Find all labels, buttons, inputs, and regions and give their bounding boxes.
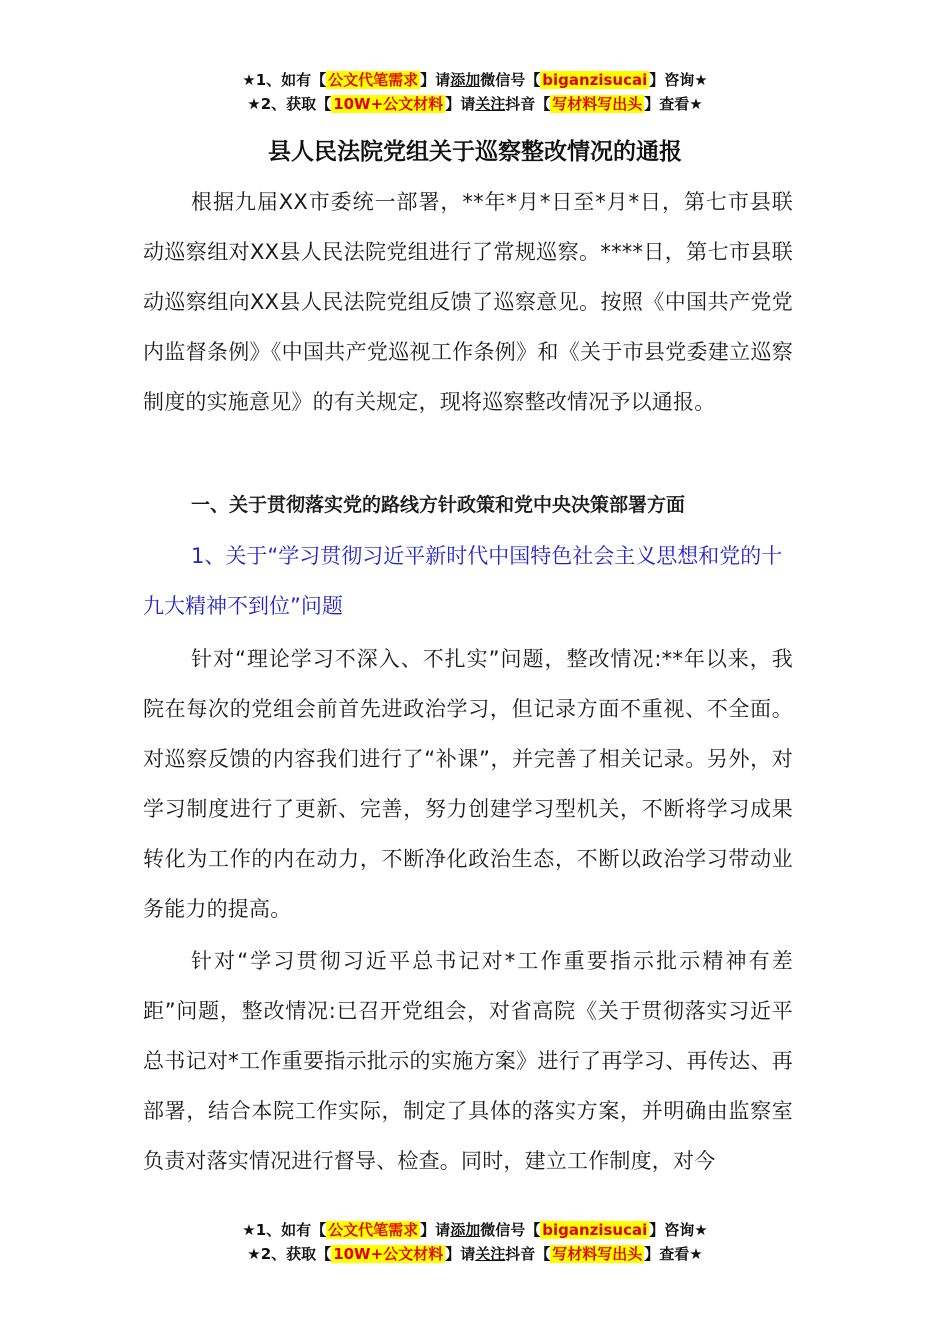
- promo-underline: 添加: [450, 1221, 481, 1239]
- promo-highlight: biganzisucai: [542, 71, 648, 89]
- promo-highlight: 写材料写出头: [552, 95, 643, 113]
- promo-underline: 添加: [450, 71, 481, 89]
- promo-highlight: biganzisucai: [542, 1221, 648, 1239]
- promo-text: 】咨询★: [649, 1221, 708, 1239]
- paragraph-2-block: [143, 936, 793, 1186]
- promo-text: 】请: [420, 1221, 451, 1239]
- document-body: [143, 177, 793, 427]
- section-1: [143, 480, 793, 530]
- promo-underline: 关注: [475, 1245, 506, 1263]
- promo-highlight: 写材料写出头: [552, 1245, 643, 1263]
- promo-text: 】查看★: [644, 95, 703, 113]
- promo-highlight: 10W+公文材料: [333, 95, 444, 113]
- intro-paragraph: 根据九届XX市委统一部署，**年*月*日至*月*日，第七市县联动巡察组对XX县人民法院党组进行了常规巡察。****日，第七市县联动巡察组向XX县人民法院党组反馈了巡察意见。按照《中国共产党党内监督条例》《中国共产党巡视工作条例》和《关于市县党委建立巡察制度的实施意见》的有关规定，现将巡察整改情况予以通报。: [143, 190, 793, 414]
- paragraph-1: 针对“理论学习不深入、不扎实”问题，整改情况:**年以来，我院在每次的党组会前首先进政治学习，但记录方面不重视、不全面。对巡察反馈的内容我们进行了“补课”，并完善了相关记录。另外，对学习制度进行了更新、完善，努力创建学习型机关，不断将学习成果转化为工作的内在动力，不断净化政治生态，不断以政治学习带动业务能力的提高。: [143, 647, 793, 921]
- promo-text: ★2、获取【: [247, 95, 332, 113]
- promo-line-2: [0, 1242, 950, 1266]
- promo-banner-bottom: [0, 1218, 950, 1266]
- promo-underline: 关注: [475, 95, 506, 113]
- promo-line-1: [0, 1218, 950, 1242]
- promo-text: 】查看★: [644, 1245, 703, 1263]
- document-title: 县人民法院党组关于巡察整改情况的通报: [268, 139, 682, 165]
- promo-text: 】请: [420, 71, 451, 89]
- promo-line-1: [0, 68, 950, 92]
- promo-text: 】咨询★: [649, 71, 708, 89]
- promo-text: 微信号【: [480, 71, 541, 89]
- promo-text: 微信号【: [480, 1221, 541, 1239]
- promo-line-2: [0, 92, 950, 116]
- promo-text: ★1、如有【: [242, 71, 327, 89]
- promo-text: 抖音【: [505, 1245, 551, 1263]
- promo-banner-top: [0, 68, 950, 116]
- promo-text: ★1、如有【: [242, 1221, 327, 1239]
- section-heading: 一、关于贯彻落实党的路线方针政策和党中央决策部署方面: [191, 494, 686, 516]
- promo-highlight: 10W+公文材料: [333, 1245, 444, 1263]
- promo-text: 】请: [445, 95, 476, 113]
- promo-text: ★2、获取【: [247, 1245, 332, 1263]
- subsection-heading: 1、关于“学习贯彻习近平新时代中国特色社会主义思想和党的十九大精神不到位”问题: [143, 544, 783, 618]
- paragraph-2: 针对“学习贯彻习近平总书记对*工作重要指示批示精神有差距”问题，整改情况:已召开党组会，对省高院《关于贯彻落实习近平总书记对*工作重要指示批示的实施方案》进行了再学习、再传达、再部署，结合本院工作实际，制定了具体的落实方案，并明确由监察室负责对落实情况进行督导、检查。同时，建立工作制度，对今: [143, 949, 793, 1173]
- subsection-1: [143, 531, 793, 631]
- promo-highlight: 公文代笔需求: [328, 71, 419, 89]
- promo-highlight: 公文代笔需求: [328, 1221, 419, 1239]
- promo-text: 】请: [445, 1245, 476, 1263]
- paragraph-1-block: [143, 634, 793, 934]
- promo-text: 抖音【: [505, 95, 551, 113]
